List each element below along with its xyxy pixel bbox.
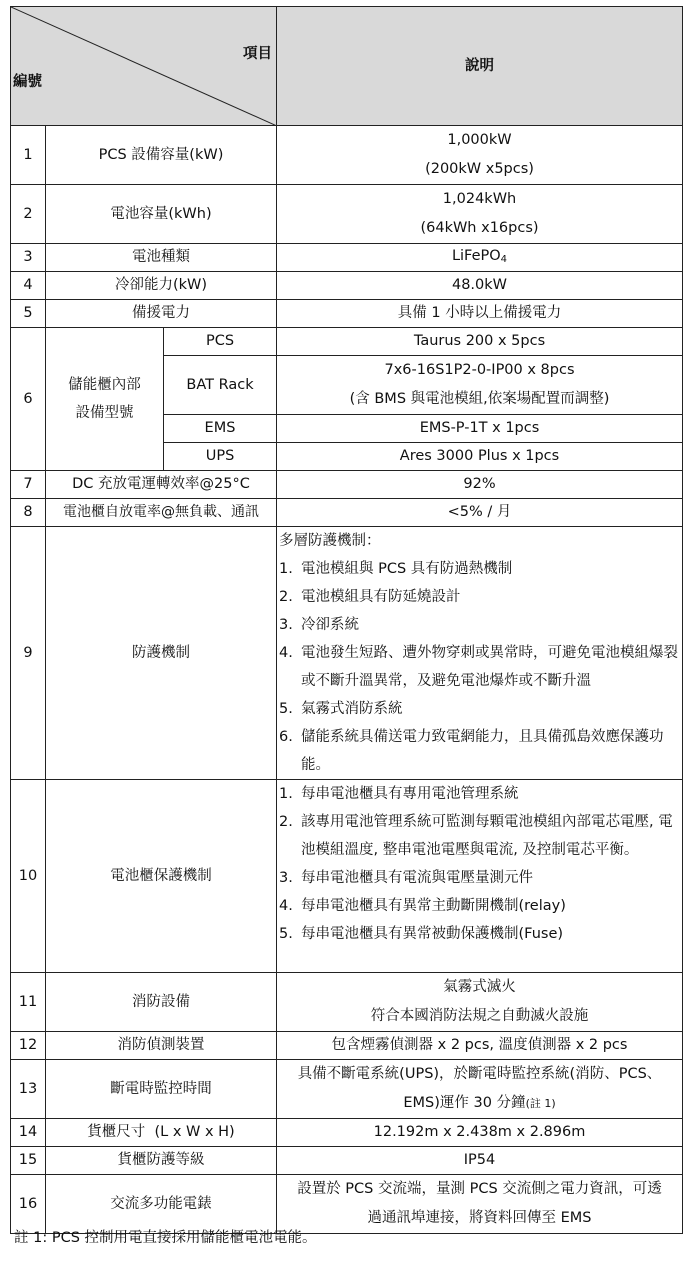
description-text: EMS)運作 30 分鐘 xyxy=(403,1095,526,1111)
description-line: (含 BMS 與電池模組,依案場配置而調整) xyxy=(349,391,610,407)
table-row xyxy=(11,1060,683,1119)
table-row xyxy=(11,973,683,1032)
list-number: 1. xyxy=(279,561,293,577)
row-description xyxy=(277,185,683,244)
row-description: 具備 1 小時以上備援電力 xyxy=(277,300,683,328)
row-description xyxy=(277,126,683,185)
table-row xyxy=(11,300,683,328)
list-intro: 多層防護機制： xyxy=(279,533,381,549)
list-item xyxy=(277,583,678,611)
row-item: 消防設備 xyxy=(46,973,277,1032)
list-number: 1. xyxy=(279,786,293,802)
table-row xyxy=(11,328,683,356)
table-row xyxy=(11,471,683,499)
list-number: 2. xyxy=(279,814,293,830)
row-description xyxy=(277,527,683,780)
item-line: 設備型號 xyxy=(75,405,134,421)
list-item xyxy=(277,808,678,864)
description-line xyxy=(281,1089,678,1118)
row-number: 11 xyxy=(11,973,46,1032)
row-item: 備援電力 xyxy=(46,300,277,328)
sub-item-label: PCS xyxy=(164,328,277,356)
list-text: 每串電池櫃具有異常主動斷開機制(relay) xyxy=(301,898,566,914)
spec-table xyxy=(10,6,683,1234)
row-number: 10 xyxy=(11,780,46,973)
table-row xyxy=(11,1147,683,1175)
row-item: PCS 設備容量(kW) xyxy=(46,126,277,185)
row-item: 防護機制 xyxy=(46,527,277,780)
footnote-reference: (註 1) xyxy=(525,1097,556,1110)
sub-item-description: EMS-P-1T x 1pcs xyxy=(277,415,683,443)
protection-list xyxy=(277,555,678,779)
list-number: 5. xyxy=(279,926,293,942)
list-item xyxy=(277,920,678,948)
description-line: 1,000kW xyxy=(447,132,512,148)
row-item: 電池種類 xyxy=(46,244,277,272)
sub-item-description: Taurus 200 x 5pcs xyxy=(277,328,683,356)
list-item xyxy=(277,611,678,639)
list-text: 儲能系統具備送電力致電網能力，且具備孤島效應保護功能。 xyxy=(301,729,664,773)
list-text: 該專用電池管理系統可監測每顆電池模組內部電芯電壓, 電池模組溫度, 整串電池電壓與電流, 及控制電芯平衡。 xyxy=(301,814,673,858)
row-item: 斷電時監控時間 xyxy=(46,1060,277,1119)
row-number: 8 xyxy=(11,499,46,527)
description-line: 設置於 PCS 交流端，量測 PCS 交流側之電力資訊，可透 xyxy=(297,1181,662,1197)
row-description: 包含煙霧偵測器 x 2 pcs, 溫度偵測器 x 2 pcs xyxy=(277,1032,683,1060)
description-line: 1,024kWh xyxy=(442,191,517,207)
row-description: 48.0kW xyxy=(277,272,683,300)
row-description: <5% / 月 xyxy=(277,499,683,527)
row-number: 5 xyxy=(11,300,46,328)
row-number: 15 xyxy=(11,1147,46,1175)
list-text: 電池模組與 PCS 具有防過熱機制 xyxy=(301,561,513,577)
description-line: (200kW x5pcs) xyxy=(425,161,534,177)
description-subscript: 4 xyxy=(500,253,508,265)
list-item xyxy=(277,723,678,779)
row-item: 交流多功能電錶 xyxy=(46,1175,277,1234)
row-description: 12.192m x 2.438m x 2.896m xyxy=(277,1119,683,1147)
list-text: 冷卻系統 xyxy=(301,617,359,633)
list-text: 每串電池櫃具有電流與電壓量測元件 xyxy=(301,870,533,886)
list-text: 每串電池櫃具有異常被動保護機制(Fuse) xyxy=(301,926,564,942)
table-row xyxy=(11,527,683,780)
table-row xyxy=(11,1032,683,1060)
row-item: 電池櫃保護機制 xyxy=(46,780,277,973)
row-item: 冷卻能力(kW) xyxy=(46,272,277,300)
list-number: 6. xyxy=(279,729,293,745)
row-number: 7 xyxy=(11,471,46,499)
row-description xyxy=(277,1060,683,1119)
table-row xyxy=(11,185,683,244)
row-number: 4 xyxy=(11,272,46,300)
list-number: 4. xyxy=(279,898,293,914)
row-number: 16 xyxy=(11,1175,46,1234)
header-number-label: 編號 xyxy=(13,74,42,90)
row-number: 3 xyxy=(11,244,46,272)
row-number: 12 xyxy=(11,1032,46,1060)
list-item xyxy=(277,695,678,723)
row-description xyxy=(277,1175,683,1234)
row-number: 9 xyxy=(11,527,46,780)
description-main: LiFePO xyxy=(451,247,501,264)
list-text: 氣霧式消防系統 xyxy=(301,701,403,717)
description-line: 具備不斷電系統(UPS)，於斷電時監控系統(消防、PCS、 xyxy=(297,1066,662,1082)
row-number: 13 xyxy=(11,1060,46,1119)
sub-item-label: EMS xyxy=(164,415,277,443)
list-item xyxy=(277,864,678,892)
footnote: 註 1: PCS 控制用電直接採用儲能櫃電池電能。 xyxy=(14,1230,317,1246)
row-description: IP54 xyxy=(277,1147,683,1175)
row-number: 2 xyxy=(11,185,46,244)
battery-protection-list xyxy=(277,780,678,948)
list-number: 2. xyxy=(279,589,293,605)
list-number: 3. xyxy=(279,617,293,633)
header-row xyxy=(11,7,683,126)
table-row xyxy=(11,126,683,185)
list-text: 電池模組具有防延燒設計 xyxy=(301,589,461,605)
list-text: 每串電池櫃具有專用電池管理系統 xyxy=(301,786,519,802)
header-item-number-cell xyxy=(11,7,277,126)
description-line: 7x6-16S1P2-0-IP00 x 8pcs xyxy=(384,362,575,378)
list-number: 3. xyxy=(279,870,293,886)
row-item: 消防偵測裝置 xyxy=(46,1032,277,1060)
sub-item-label: BAT Rack xyxy=(164,356,277,415)
table-row xyxy=(11,1175,683,1234)
row-item: DC 充放電運轉效率@25°C xyxy=(46,471,277,499)
row-number: 6 xyxy=(11,328,46,471)
item-line: 儲能櫃內部 xyxy=(68,377,141,393)
row-item: 貨櫃防護等級 xyxy=(46,1147,277,1175)
sub-item-description: Ares 3000 Plus x 1pcs xyxy=(277,443,683,471)
list-number: 5. xyxy=(279,701,293,717)
row-item xyxy=(46,328,164,471)
row-description: 92% xyxy=(277,471,683,499)
description-line: (64kWh x16pcs) xyxy=(420,220,539,236)
row-description xyxy=(277,780,683,973)
list-item xyxy=(277,780,678,808)
table-row xyxy=(11,272,683,300)
header-diagonal-line xyxy=(11,7,277,126)
sub-item-label: UPS xyxy=(164,443,277,471)
description-line: 氣霧式滅火 xyxy=(443,979,516,995)
list-item xyxy=(277,555,678,583)
list-item xyxy=(277,639,678,695)
row-number: 1 xyxy=(11,126,46,185)
header-description-label: 說明 xyxy=(277,7,683,126)
description-line: 符合本國消防法規之自動滅火設施 xyxy=(370,1008,589,1024)
table-row xyxy=(11,499,683,527)
description-line: 過通訊埠連接，將資料回傳至 EMS xyxy=(367,1210,592,1226)
table-row xyxy=(11,1119,683,1147)
row-item: 電池櫃自放電率@無負載、通訊 xyxy=(46,499,277,527)
table-row xyxy=(11,780,683,973)
list-item xyxy=(277,892,678,920)
header-item-label: 項目 xyxy=(243,46,272,62)
row-description xyxy=(277,244,683,272)
list-number: 4. xyxy=(279,645,293,661)
list-text: 電池發生短路、遭外物穿刺或異常時，可避免電池模組爆裂或不斷升溫異常，及避免電池爆炸或不斷升溫 xyxy=(301,645,678,689)
sub-item-description xyxy=(277,356,683,415)
table-row xyxy=(11,244,683,272)
row-item: 電池容量(kWh) xyxy=(46,185,277,244)
row-item: 貨櫃尺寸 (L x W x H) xyxy=(46,1119,277,1147)
row-number: 14 xyxy=(11,1119,46,1147)
row-description xyxy=(277,973,683,1032)
